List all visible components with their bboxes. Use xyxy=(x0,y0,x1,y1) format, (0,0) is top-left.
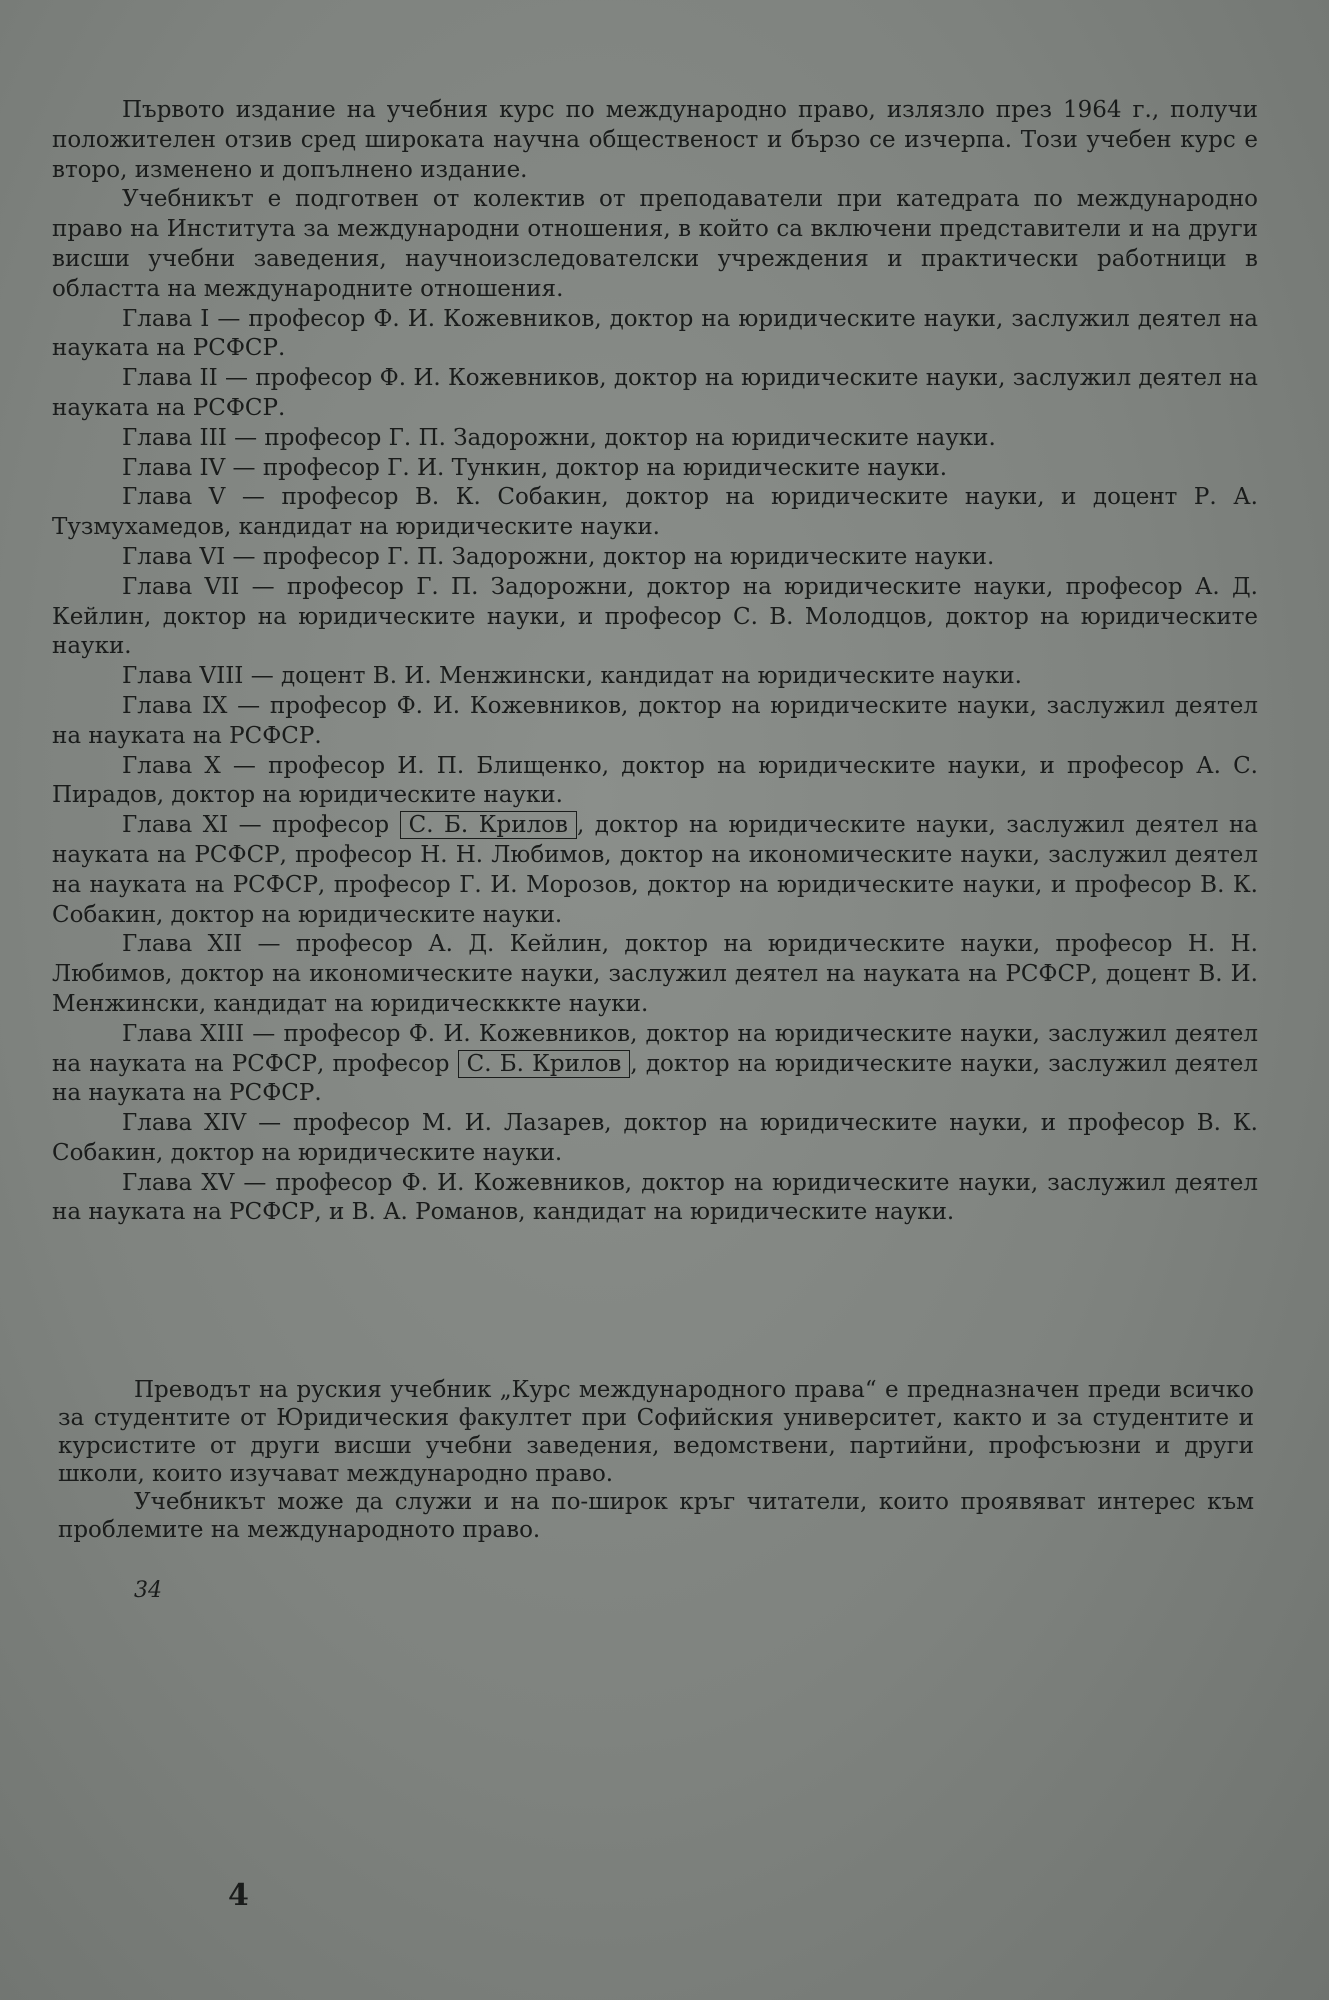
chapter-10-author: Глава X — професор И. П. Блищенко, доктор на юридическите науки, и професор А. С. Пирадов, доктор на юридическите науки. xyxy=(52,752,1258,809)
boxed-name-krylov: С. Б. Крилов xyxy=(400,811,577,839)
intro-paragraph-1: Първото издание на учебния курс по международно право, излязло през 1964 г., получи положителен отзив сред широката научна общественост и бързо се изчерпа. Този учебен курс е второ, изменено и допълнено издание. xyxy=(52,97,1258,183)
chapter-3-author: Глава III — професор Г. П. Задорожни, доктор на юридическите науки. xyxy=(122,424,996,451)
chapter-9-author: Глава IX — професор Ф. И. Кожевников, доктор на юридическите науки, заслужил деятел на науката на РСФСР. xyxy=(52,692,1258,749)
chapter-14-author: Глава XIV — професор М. И. Лазарев, доктор на юридическите науки, и професор В. К. Собакин, доктор на юридическите науки. xyxy=(52,1110,1258,1166)
page-number: 4 xyxy=(228,1878,249,1913)
chapter-5-author: Глава V — професор В. К. Собакин, доктор на юридическите науки, и доцент Р. А. Тузмухамедов, кандидат на юридическите науки. xyxy=(52,484,1258,541)
translator-note xyxy=(58,1376,1254,1544)
chapter-11-author xyxy=(52,811,1258,930)
authors-section xyxy=(52,96,1258,1228)
chapter-8-author: Глава VIII — доцент В. И. Менжински, кандидат на юридическите науки. xyxy=(122,663,1022,690)
chapter-13-lead: Глава XIII — професор Ф. И. Кожевников, доктор на юридическите науки, заслужил деятел на науката на РСФСР, професор xyxy=(52,1020,1258,1077)
chapter-1-author: Глава I — професор Ф. И. Кожевников, доктор на юридическите науки, заслужил деятел на науката на РСФСР. xyxy=(52,305,1258,362)
intro-paragraph-2: Учебникът е подготвен от колектив от преподаватели при катедрата по международно право на Института за международни отношения, в който са включени представители и на други висши учебни заведения, научноизследователски учреждения и практически работници в областта на международните отношения. xyxy=(52,186,1258,302)
chapter-11-rest: , доктор на юридическите науки, заслужил деятел на науката на РСФСР, професор Н. Н. Любимов, доктор на икономическите науки, заслужил деятел на науката на РСФСР, професор Г. И. Морозов, доктор на юридическите науки, и професор В. К. Собакин, доктор на юридическите науки. xyxy=(52,812,1258,928)
chapter-13-author xyxy=(52,1020,1258,1109)
chapter-15-author: Глава XV — професор Ф. И. Кожевников, доктор на юридическите науки, заслужил деятел на науката на РСФСР, и В. А. Романов, кандидат на юридическите науки. xyxy=(52,1169,1258,1226)
chapter-2-author: Глава II — професор Ф. И. Кожевников, доктор на юридическите науки, заслужил деятел на науката на РСФСР. xyxy=(52,365,1258,421)
chapter-7-author: Глава VII — професор Г. П. Задорожни, доктор на юридическите науки, професор А. Д. Кейлин, доктор на юридическите науки, и професор С. В. Молодцов, доктор на юридическите науки. xyxy=(52,573,1258,660)
footnote-number: 34 xyxy=(134,1578,162,1603)
translator-note-paragraph-1: Преводът на руския учебник „Курс международного права“ е предназначен преди всичко за студентите от Юридическия факултет при Софийския университет, както и за студентите и курсистите от други висши учебни заведения, ведомствени, партийни, профсъюзни и други школи, които изучават международно право. xyxy=(58,1377,1254,1487)
translator-note-paragraph-2: Учебникът може да служи и на по-широк кръг читатели, които проявяват интерес към проблемите на международното право. xyxy=(58,1489,1254,1543)
chapter-12-author: Глава XII — професор А. Д. Кейлин, доктор на юридическите науки, професор Н. Н. Любимов, доктор на икономическите науки, заслужил деятел на науката на РСФСР, доцент В. И. Менжински, кандидат на юридическккте науки. xyxy=(52,931,1258,1017)
boxed-name-krylov-2: С. Б. Крилов xyxy=(458,1050,631,1078)
chapter-4-author: Глава IV — професор Г. И. Тункин, доктор на юридическите науки. xyxy=(122,454,948,481)
chapter-11-lead: Глава XI — професор xyxy=(122,812,390,839)
chapter-13-rest: , доктор на юридическите науки, заслужил деятел на науката на РСФСР. xyxy=(52,1050,1259,1107)
chapter-6-author: Глава VI — професор Г. П. Задорожни, доктор на юридическите науки. xyxy=(122,543,995,570)
